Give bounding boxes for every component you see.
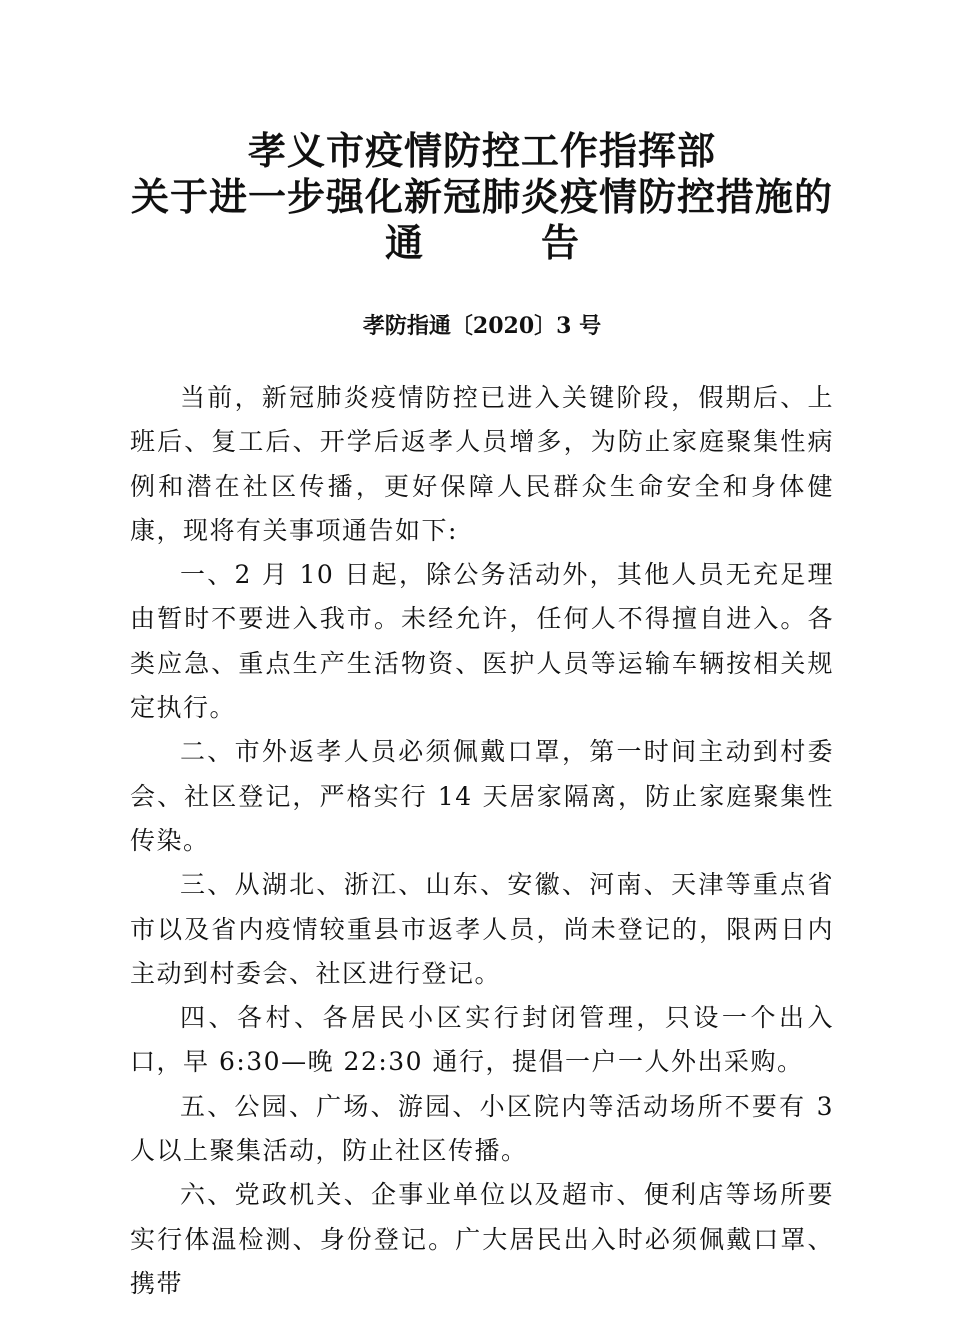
title-line-1: 孝义市疫情防控工作指挥部 <box>247 129 716 173</box>
paragraph-item-2: 二、市外返孝人员必须佩戴口罩，第一时间主动到村委会、社区登记，严格实行 14 天居家隔离，防止家庭聚集性传染。 <box>130 737 834 855</box>
title-line-3: 通 告 <box>384 221 619 265</box>
paragraph-item-4: 四、各村、各居民小区实行封闭管理，只设一个出入口，早 6:30—晚 22:30 通行，提倡一户一人外出采购。 <box>130 1003 834 1077</box>
paragraph-item-5: 五、公园、广场、游园、小区院内等活动场所不要有 3 人以上聚集活动，防止社区传播。 <box>130 1091 834 1166</box>
paragraph-intro: 当前，新冠肺炎疫情防控已进入关键阶段，假期后、上班后、复工后、开学后返孝人员增多，为防止家庭聚集性病例和潜在社区传播，更好保障人民群众生命安全和身体健康，现将有关事项通告如下: <box>130 383 834 545</box>
document-title <box>0 128 964 266</box>
document-number: 孝防指通〔2020〕3 号 <box>362 313 602 339</box>
paragraph-item-3: 三、从湖北、浙江、山东、安徽、河南、天津等重点省市以及省内疫情较重县市返孝人员，尚未登记的，限两日内主动到村委会、社区进行登记。 <box>130 870 834 988</box>
document-body <box>130 376 834 1306</box>
title-line-2: 关于进一步强化新冠肺炎疫情防控措施的 <box>130 175 833 219</box>
paragraph-item-1: 一、2 月 10 日起，除公务活动外，其他人员无充足理由暂时不要进入我市。未经允许，任何人不得擅自进入。各类应急、重点生产生活物资、医护人员等运输车辆按相关规定执行。 <box>130 560 834 723</box>
paragraph-item-6: 六、党政机关、企事业单位以及超市、便利店等场所要实行体温检测、身份登记。广大居民出入时必须佩戴口罩、携带 <box>130 1180 834 1298</box>
